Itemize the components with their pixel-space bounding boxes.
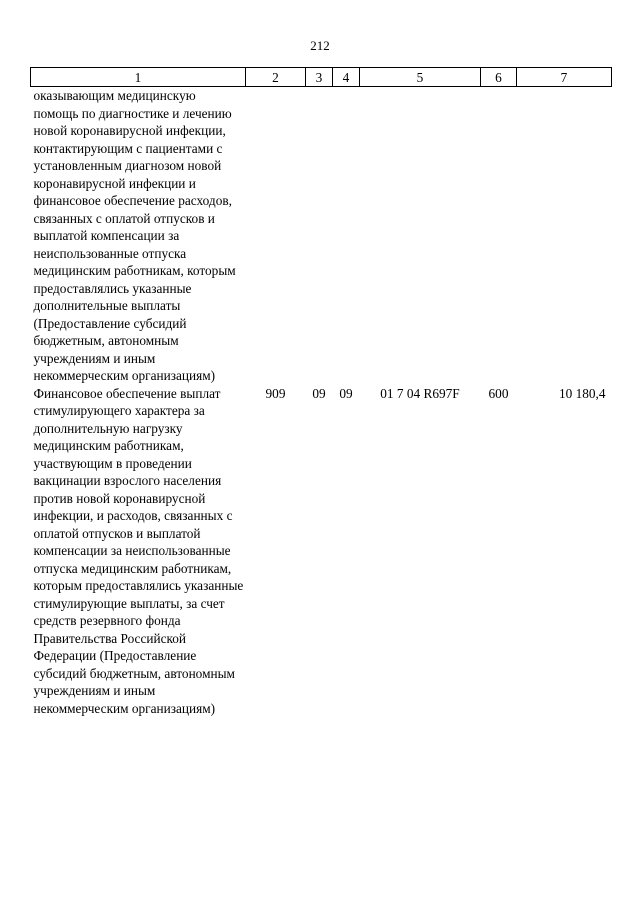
ministry-code xyxy=(246,87,306,385)
column-header-3: 3 xyxy=(306,68,333,87)
table-row xyxy=(31,87,612,385)
target-item-code xyxy=(360,87,481,385)
column-header-2: 2 xyxy=(246,68,306,87)
column-header-4: 4 xyxy=(333,68,360,87)
expense-type-code xyxy=(481,87,517,385)
amount-value: 10 180,4 xyxy=(558,385,606,401)
table-row xyxy=(31,385,612,718)
row-description: Финансовое обеспечение выплат стимулирующего характера за дополнительную нагрузку медицинским работникам, участвующим в проведении вакцинации взрослого населения против новой коронавирусной инфекции, и расходов, связанных с оплатой отпусков и выплатой компенсации за неиспользованные отпуска медицинским работникам, которым предоставлялись указанные стимулирующие выплаты, за счет средств резервного фонда Правительства Российской Федерации (Предоставление субсидий бюджетным, автономным учреждениям и иным некоммерческим организациям) xyxy=(33,385,244,716)
column-header-6: 6 xyxy=(481,68,517,87)
amount-value xyxy=(517,87,612,385)
page-number: 212 xyxy=(310,38,330,53)
column-header-7: 7 xyxy=(517,68,612,87)
header-row xyxy=(31,68,612,87)
target-item-code: 01 7 04 R697F xyxy=(380,385,460,401)
budget-table xyxy=(30,67,612,717)
column-header-1: 1 xyxy=(31,68,246,87)
subsection-code xyxy=(333,87,360,385)
table-header xyxy=(31,68,612,87)
row-description: оказывающим медицинскую помощь по диагностике и лечению новой коронавирусной инфекции, контактирующим с пациентами с установленным диагнозом новой коронавирусной инфекции и финансовое обеспечение расходов, связанных с оплатой отпусков и выплатой компенсации за неиспользованные отпуска медицинским работникам, которым предоставлялись указанные дополнительные выплаты (Предоставление субсидий бюджетным, автономным учреждениям и иным некоммерческим организациям) xyxy=(33,88,236,383)
section-code: 09 xyxy=(312,385,326,401)
column-header-5: 5 xyxy=(360,68,481,87)
expense-type-code: 600 xyxy=(488,385,509,401)
section-code xyxy=(306,87,333,385)
subsection-code: 09 xyxy=(339,385,353,401)
ministry-code: 909 xyxy=(265,385,286,401)
